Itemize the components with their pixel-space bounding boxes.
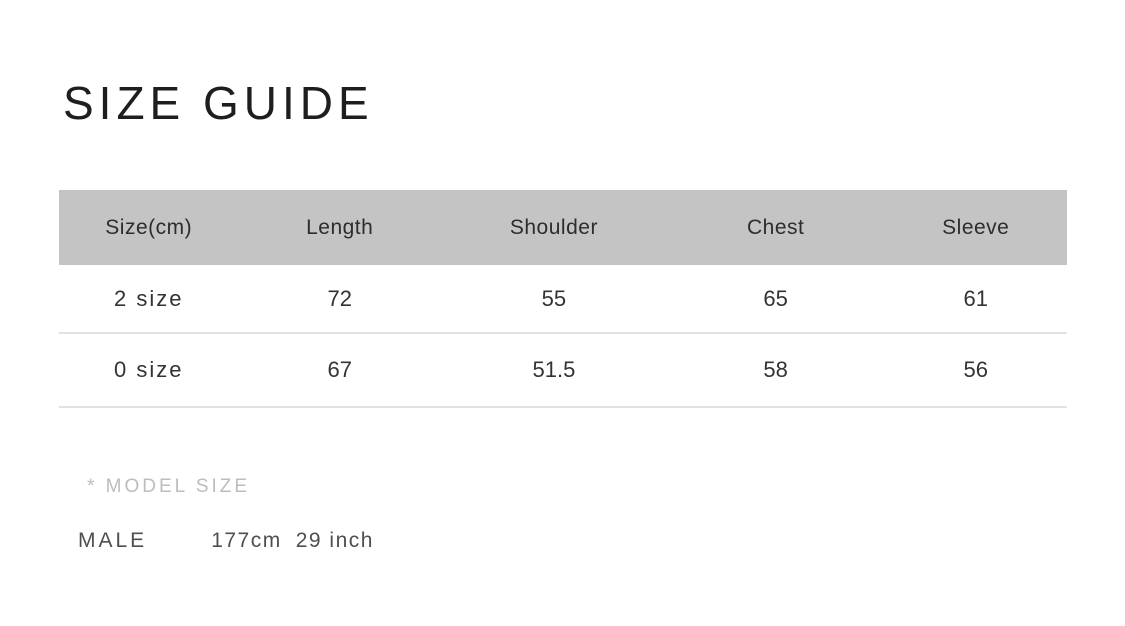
cell-0size-length: 67 <box>238 333 441 407</box>
model-size-note: * MODEL SIZE <box>87 476 251 497</box>
column-header-size: Size(cm) <box>59 190 238 265</box>
table-row-0size <box>59 333 1067 407</box>
row-label-0size: 0 size <box>59 333 238 407</box>
model-height: 177cm <box>211 529 282 552</box>
size-table <box>59 190 1067 408</box>
model-info <box>78 529 374 553</box>
cell-0size-chest: 58 <box>667 333 885 407</box>
cell-0size-shoulder: 51.5 <box>441 333 667 407</box>
column-header-length: Length <box>238 190 441 265</box>
cell-2size-chest: 65 <box>667 265 885 333</box>
row-label-2size: 2 size <box>59 265 238 333</box>
cell-2size-shoulder: 55 <box>441 265 667 333</box>
table-header-row <box>59 190 1067 265</box>
column-header-chest: Chest <box>667 190 885 265</box>
cell-0size-sleeve: 56 <box>885 333 1067 407</box>
cell-2size-sleeve: 61 <box>885 265 1067 333</box>
page-title: SIZE GUIDE <box>63 77 374 129</box>
model-waist: 29 inch <box>295 529 374 552</box>
column-header-sleeve: Sleeve <box>885 190 1067 265</box>
column-header-shoulder: Shoulder <box>441 190 667 265</box>
cell-2size-length: 72 <box>238 265 441 333</box>
table-row-2size <box>59 265 1067 333</box>
model-gender: MALE <box>78 529 148 552</box>
